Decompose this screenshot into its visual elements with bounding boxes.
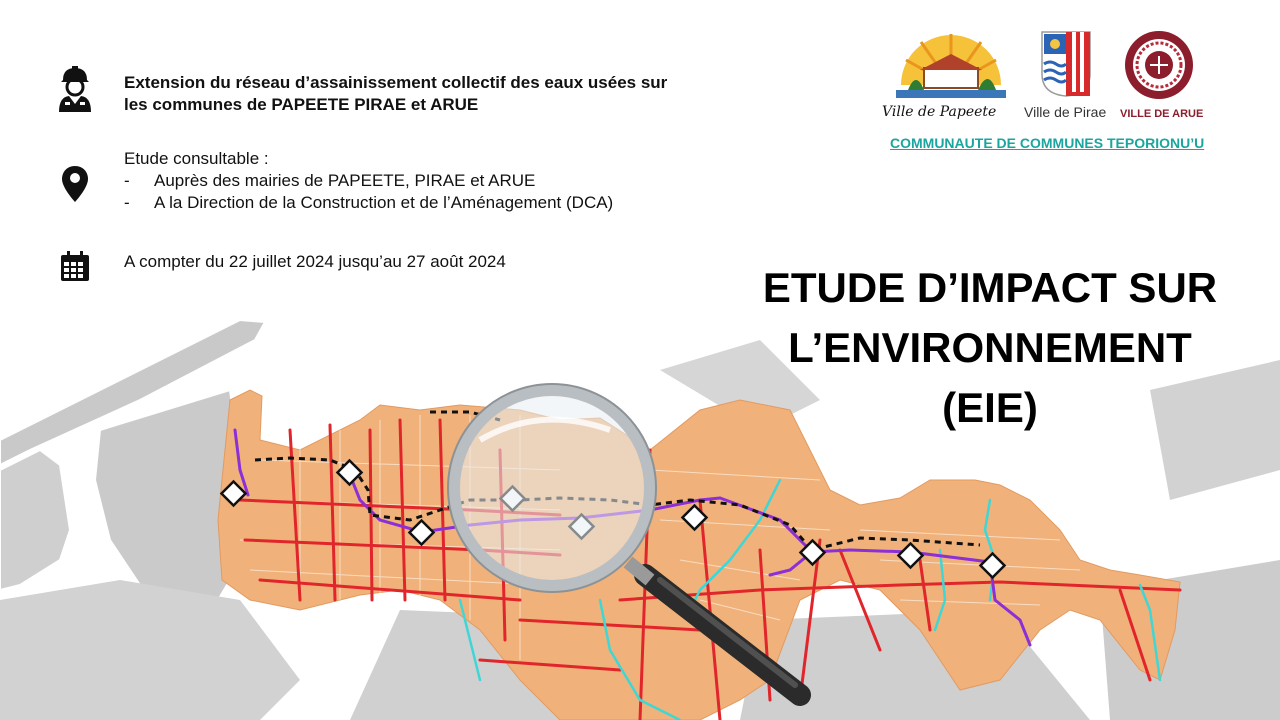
location-pin-icon [52,166,98,206]
pirae-logo-icon [1040,30,1092,98]
project-row [52,66,667,116]
consultation-row [52,148,613,214]
papeete-label: Ville de Papeete [882,104,997,120]
consultation-heading: Etude consultable : [124,149,269,168]
list-item: - Auprès des mairies de PAPEETE, PIRAE et ARUE [124,170,613,192]
calendar-icon [52,251,98,291]
municipal-logos [876,28,1226,128]
project-title-line1: Extension du réseau d’assainissement collectif des eaux usées sur [124,73,668,92]
consultation-list [124,170,613,214]
title-line3: (EIE) [942,384,1038,431]
papeete-logo-icon [896,30,1006,102]
date-text: A compter du 22 juillet 2024 jusqu’au 27 août 2024 [124,252,506,271]
date-row [52,251,506,291]
page-title [720,258,1260,438]
worker-icon [52,66,98,106]
arue-label: VILLE DE ARUE [1120,108,1204,120]
pirae-label: Ville de Pirae [1024,104,1107,120]
project-title-line2: les communes de PAPEETE PIRAE et ARUE [124,95,479,114]
community-link[interactable]: COMMUNAUTE DE COMMUNES TEPORIONU’U [890,135,1205,151]
title-line2: L’ENVIRONNEMENT [788,324,1192,371]
title-line1: ETUDE D’IMPACT SUR [762,264,1218,311]
arue-logo-icon [1124,30,1194,100]
list-item: - A la Direction de la Construction et de l’Aménagement (DCA) [124,192,613,214]
